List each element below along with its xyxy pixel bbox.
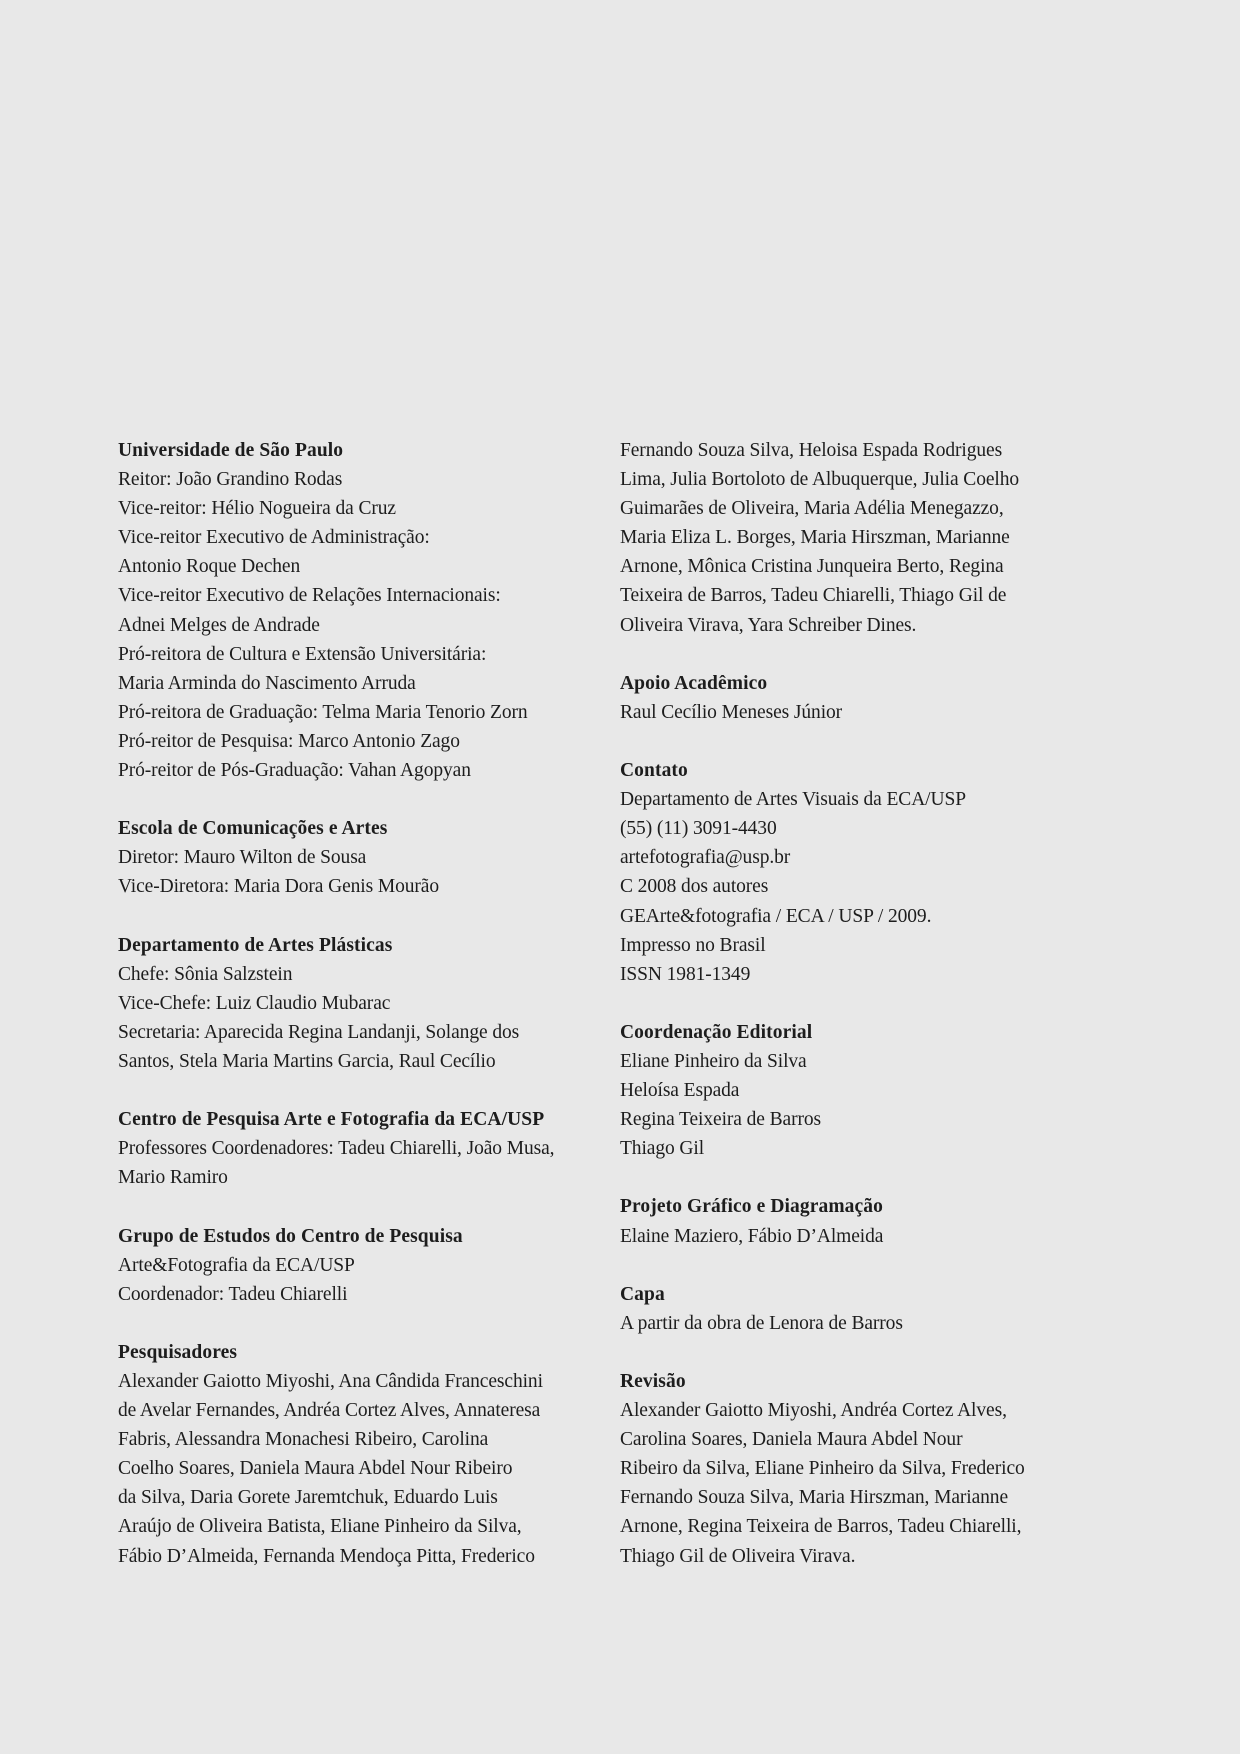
credit-line: Eliane Pinheiro da Silva <box>620 1050 807 1072</box>
credit-line: Regina Teixeira de Barros <box>620 1109 821 1131</box>
section-heading: Contato <box>620 760 688 782</box>
credit-line: Pró-reitor de Pesquisa: Marco Antonio Zago <box>118 730 460 752</box>
credit-line: Vice-reitor Executivo de Administração: <box>118 527 430 549</box>
credit-line: Diretor: Mauro Wilton de Sousa <box>118 847 367 869</box>
section-heading: Pesquisadores <box>118 1341 238 1363</box>
credit-line: Thiago Gil <box>620 1138 705 1160</box>
credit-line: (55) (11) 3091-4430 <box>620 818 777 840</box>
credit-line: Secretaria: Aparecida Regina Landanji, Solange dos <box>118 1021 520 1043</box>
section-heading: Coordenação Editorial <box>620 1021 813 1043</box>
credit-line: Thiago Gil de Oliveira Virava. <box>620 1545 856 1567</box>
credit-section-capa <box>620 1280 1090 1338</box>
credit-line: Carolina Soares, Daniela Maura Abdel Nour <box>620 1429 963 1451</box>
credit-line: Chefe: Sônia Salzstein <box>118 963 293 985</box>
credit-line: Alexander Gaiotto Miyoshi, Andréa Cortez Alves, <box>620 1400 1007 1422</box>
credit-line: Fábio D’Almeida, Fernanda Mendoça Pitta, Frederico <box>118 1545 535 1567</box>
credit-line: Maria Arminda do Nascimento Arruda <box>118 672 416 694</box>
credit-line: Ribeiro da Silva, Eliane Pinheiro da Silva, Frederico <box>620 1458 1025 1480</box>
credit-section-coordenacao-editorial <box>620 1018 1090 1163</box>
credit-line: Fernando Souza Silva, Heloisa Espada Rodrigues <box>620 440 1003 461</box>
credit-section-projeto-grafico-e-diagramacao <box>620 1192 1090 1250</box>
section-heading: Grupo de Estudos do Centro de Pesquisa <box>118 1225 463 1247</box>
credit-line: Arnone, Mônica Cristina Junqueira Berto, Regina <box>620 556 1004 578</box>
section-heading: Projeto Gráfico e Diagramação <box>620 1196 883 1218</box>
credit-line: Reitor: João Grandino Rodas <box>118 469 343 491</box>
credits-column-left <box>118 436 588 1600</box>
credit-line: Santos, Stela Maria Martins Garcia, Raul Cecílio <box>118 1050 496 1072</box>
credit-line: Lima, Julia Bortoloto de Albuquerque, Julia Coelho <box>620 469 1020 491</box>
credit-line: Impresso no Brasil <box>620 934 766 956</box>
section-heading: Escola de Comunicações e Artes <box>118 818 388 840</box>
credit-line: Fabris, Alessandra Monachesi Ribeiro, Carolina <box>118 1429 489 1451</box>
credit-line: Guimarães de Oliveira, Maria Adélia Menegazzo, <box>620 498 1004 520</box>
credit-line: Arnone, Regina Teixeira de Barros, Tadeu Chiarelli, <box>620 1516 1022 1538</box>
credit-line: C 2008 dos autores <box>620 876 769 898</box>
credit-line: Araújo de Oliveira Batista, Eliane Pinheiro da Silva, <box>118 1516 522 1538</box>
credit-line: Heloísa Espada <box>620 1080 740 1102</box>
credit-line: Raul Cecílio Meneses Júnior <box>620 701 843 723</box>
credit-line: Fernando Souza Silva, Maria Hirszman, Marianne <box>620 1487 1008 1509</box>
credit-line: GEArte&fotografia / ECA / USP / 2009. <box>620 905 932 927</box>
credit-line: Coelho Soares, Daniela Maura Abdel Nour Ribeiro <box>118 1458 513 1480</box>
credit-section-universidade-de-sao-paulo <box>118 436 588 785</box>
credit-line: Pró-reitor de Pós-Graduação: Vahan Agopyan <box>118 760 471 782</box>
credit-line: Vice-reitor: Hélio Nogueira da Cruz <box>118 498 396 520</box>
credit-section-contato <box>620 756 1090 989</box>
credit-line: da Silva, Daria Gorete Jaremtchuk, Eduardo Luis <box>118 1487 498 1509</box>
section-heading: Apoio Acadêmico <box>620 672 768 694</box>
credit-section-grupo-de-estudos-do-centro-de-pesquisa <box>118 1222 588 1309</box>
credit-line: Elaine Maziero, Fábio D’Almeida <box>620 1225 884 1247</box>
credit-line: artefotografia@usp.br <box>620 847 791 869</box>
credit-line: Teixeira de Barros, Tadeu Chiarelli, Thiago Gil de <box>620 585 1007 607</box>
credit-line: Coordenador: Tadeu Chiarelli <box>118 1283 348 1305</box>
credit-line: Alexander Gaiotto Miyoshi, Ana Cândida Franceschini <box>118 1371 543 1392</box>
section-heading: Revisão <box>620 1371 686 1392</box>
credits-column-right <box>620 436 1090 1600</box>
section-heading: Centro de Pesquisa Arte e Fotografia da ECA/USP <box>118 1109 545 1131</box>
credit-line: Pró-reitora de Cultura e Extensão Universitária: <box>118 643 487 665</box>
researchers-continuation <box>620 436 1090 640</box>
credit-line: Departamento de Artes Visuais da ECA/USP <box>620 789 966 811</box>
section-heading: Capa <box>620 1283 665 1305</box>
credit-section-revisao <box>620 1367 1090 1571</box>
credit-line: Mario Ramiro <box>118 1167 228 1189</box>
credit-line: Adnei Melges de Andrade <box>118 614 320 636</box>
credit-section-apoio-academico <box>620 669 1090 727</box>
credit-line: Vice-reitor Executivo de Relações Internacionais: <box>118 585 501 607</box>
credit-section-pesquisadores <box>118 1338 588 1571</box>
section-heading: Universidade de São Paulo <box>118 440 344 461</box>
credit-line: Professores Coordenadores: Tadeu Chiarelli, João Musa, <box>118 1138 555 1160</box>
credit-section-centro-de-pesquisa-arte-e-fotografia-da-eca-usp <box>118 1105 588 1192</box>
credit-section-escola-de-comunicacoes-e-artes <box>118 814 588 901</box>
credit-line: A partir da obra de Lenora de Barros <box>620 1312 903 1334</box>
credit-line: Maria Eliza L. Borges, Maria Hirszman, Marianne <box>620 527 1010 549</box>
credit-line: Vice-Chefe: Luiz Claudio Mubarac <box>118 992 391 1014</box>
credit-line: de Avelar Fernandes, Andréa Cortez Alves, Annateresa <box>118 1400 541 1422</box>
credit-line: Antonio Roque Dechen <box>118 556 301 578</box>
credit-line: Oliveira Virava, Yara Schreiber Dines. <box>620 614 917 636</box>
credit-line: ISSN 1981-1349 <box>620 963 751 985</box>
credit-line: Vice-Diretora: Maria Dora Genis Mourão <box>118 876 439 898</box>
credit-line: Arte&Fotografia da ECA/USP <box>118 1254 355 1276</box>
credit-section-departamento-de-artes-plasticas <box>118 931 588 1076</box>
credit-line: Pró-reitora de Graduação: Telma Maria Tenorio Zorn <box>118 701 528 723</box>
section-heading: Departamento de Artes Plásticas <box>118 934 393 956</box>
